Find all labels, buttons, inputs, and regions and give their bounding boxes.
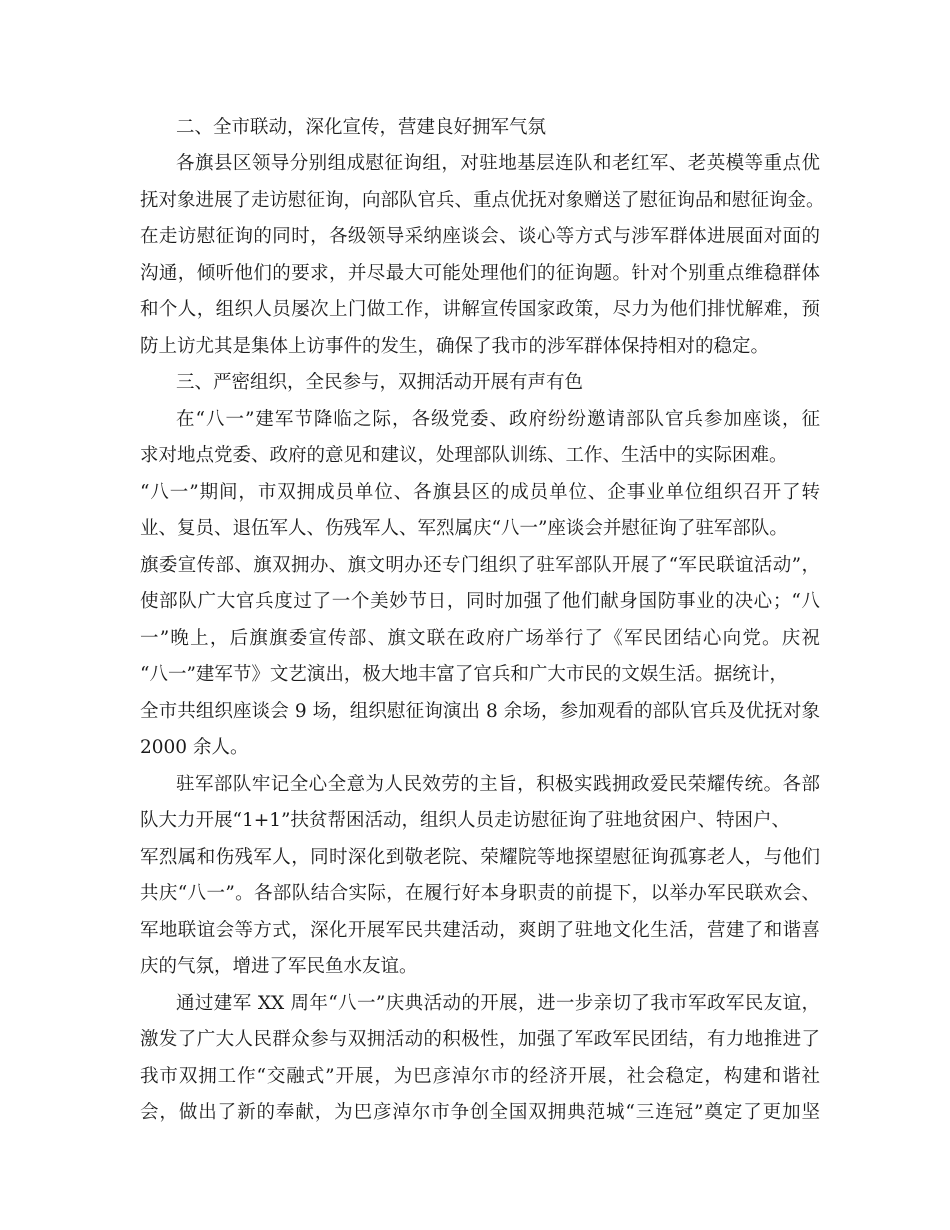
paragraph-line: 通过建军 XX 周年“八一”庆典活动的开展，进一步亲切了我市军政军民友谊， — [176, 993, 820, 1014]
section-heading: 三、严密组织，全民参与，双拥活动开展有声有色 — [176, 372, 584, 393]
paragraph-line: 和个人，组织人员屡次上门做工作，讲解宣传国家政策，尽力为他们排忧解难，预 — [140, 299, 820, 320]
paragraph-line: 各旗县区领导分别组成慰征询组，对驻地基层连队和老红军、老英模等重点优 — [176, 153, 820, 174]
paragraph-line: 业、复员、退伍军人、伤残军人、军烈属庆“八一”座谈会并慰征询了驻军部队。 — [140, 518, 788, 539]
paragraph-line: 会，做出了新的奉献，为巴彦淖尔市争创全国双拥典范城“三连冠”奠定了更加坚 — [140, 1102, 820, 1123]
paragraph-line: 2000 余人。 — [140, 737, 249, 758]
paragraph-line: “八一”建军节》文艺演出，极大地丰富了官兵和广大市民的文娱生活。据统计， — [140, 664, 788, 685]
section-heading: 二、全市联动，深化宣传，营建良好拥军气氛 — [176, 117, 547, 138]
paragraph-line: 驻军部队牢记全心全意为人民效劳的主旨，积极实践拥政爱民荣耀传统。各部 — [176, 774, 820, 795]
paragraph-line: 共庆“八一”。各部队结合实际，在履行好本身职责的前提下，以举办军民联欢会、 — [140, 883, 820, 904]
paragraph-line: 使部队广大官兵度过了一个美妙节日，同时加强了他们献身国防事业的决心；“八 — [140, 591, 820, 612]
paragraph-line: 旗委宣传部、旗双拥办、旗文明办还专门组织了驻军部队开展了“军民联谊活动”， — [140, 555, 820, 576]
paragraph-line: 抚对象进展了走访慰征询，向部队官兵、重点优抚对象赠送了慰征询品和慰征询金。 — [140, 190, 825, 211]
paragraph-line: 激发了广大人民群众参与双拥活动的积极性，加强了军政军民团结，有力地推进了 — [140, 1029, 820, 1050]
paragraph-line: “八一”期间，市双拥成员单位、各旗县区的成员单位、企事业单位组织召开了转 — [140, 482, 820, 503]
paragraph-line: 队大力开展“1+1”扶贫帮困活动，组织人员走访慰征询了驻地贫困户、特困户、 — [140, 810, 790, 831]
paragraph-line: 全市共组织座谈会 9 场，组织慰征询演出 8 余场，参加观看的部队官兵及优抚对象 — [140, 701, 820, 722]
paragraph-line: 在“八一”建军节降临之际，各级党委、政府纷纷邀请部队官兵参加座谈，征 — [176, 409, 820, 430]
paragraph-line: 庆的气氛，增进了军民鱼水友谊。 — [140, 956, 418, 977]
paragraph-line: 沟通，倾听他们的要求，并尽最大可能处理他们的征询题。针对个别重点维稳群体 — [140, 263, 820, 284]
paragraph-line: 一”晚上，后旗旗委宣传部、旗文联在政府广场举行了《军民团结心向党。庆祝 — [140, 628, 820, 649]
paragraph-line: 我市双拥工作“交融式”开展，为巴彦淖尔市的经济开展，社会稳定，构建和谐社 — [140, 1066, 820, 1087]
paragraph-line: 防上访尤其是集体上访事件的发生，确保了我市的涉军群体保持相对的稳定。 — [140, 336, 770, 357]
paragraph-line: 军地联谊会等方式，深化开展军民共建活动，爽朗了驻地文化生活，营建了和谐喜 — [140, 920, 820, 941]
paragraph-line: 在走访慰征询的同时，各级领导采纳座谈会、谈心等方式与涉军群体进展面对面的 — [140, 226, 820, 247]
paragraph-line: 军烈属和伤残军人，同时深化到敬老院、荣耀院等地探望慰征询孤寡老人，与他们 — [140, 847, 820, 868]
paragraph-line: 求对地点党委、政府的意见和建议，处理部队训练、工作、生活中的实际困难。 — [140, 445, 788, 466]
